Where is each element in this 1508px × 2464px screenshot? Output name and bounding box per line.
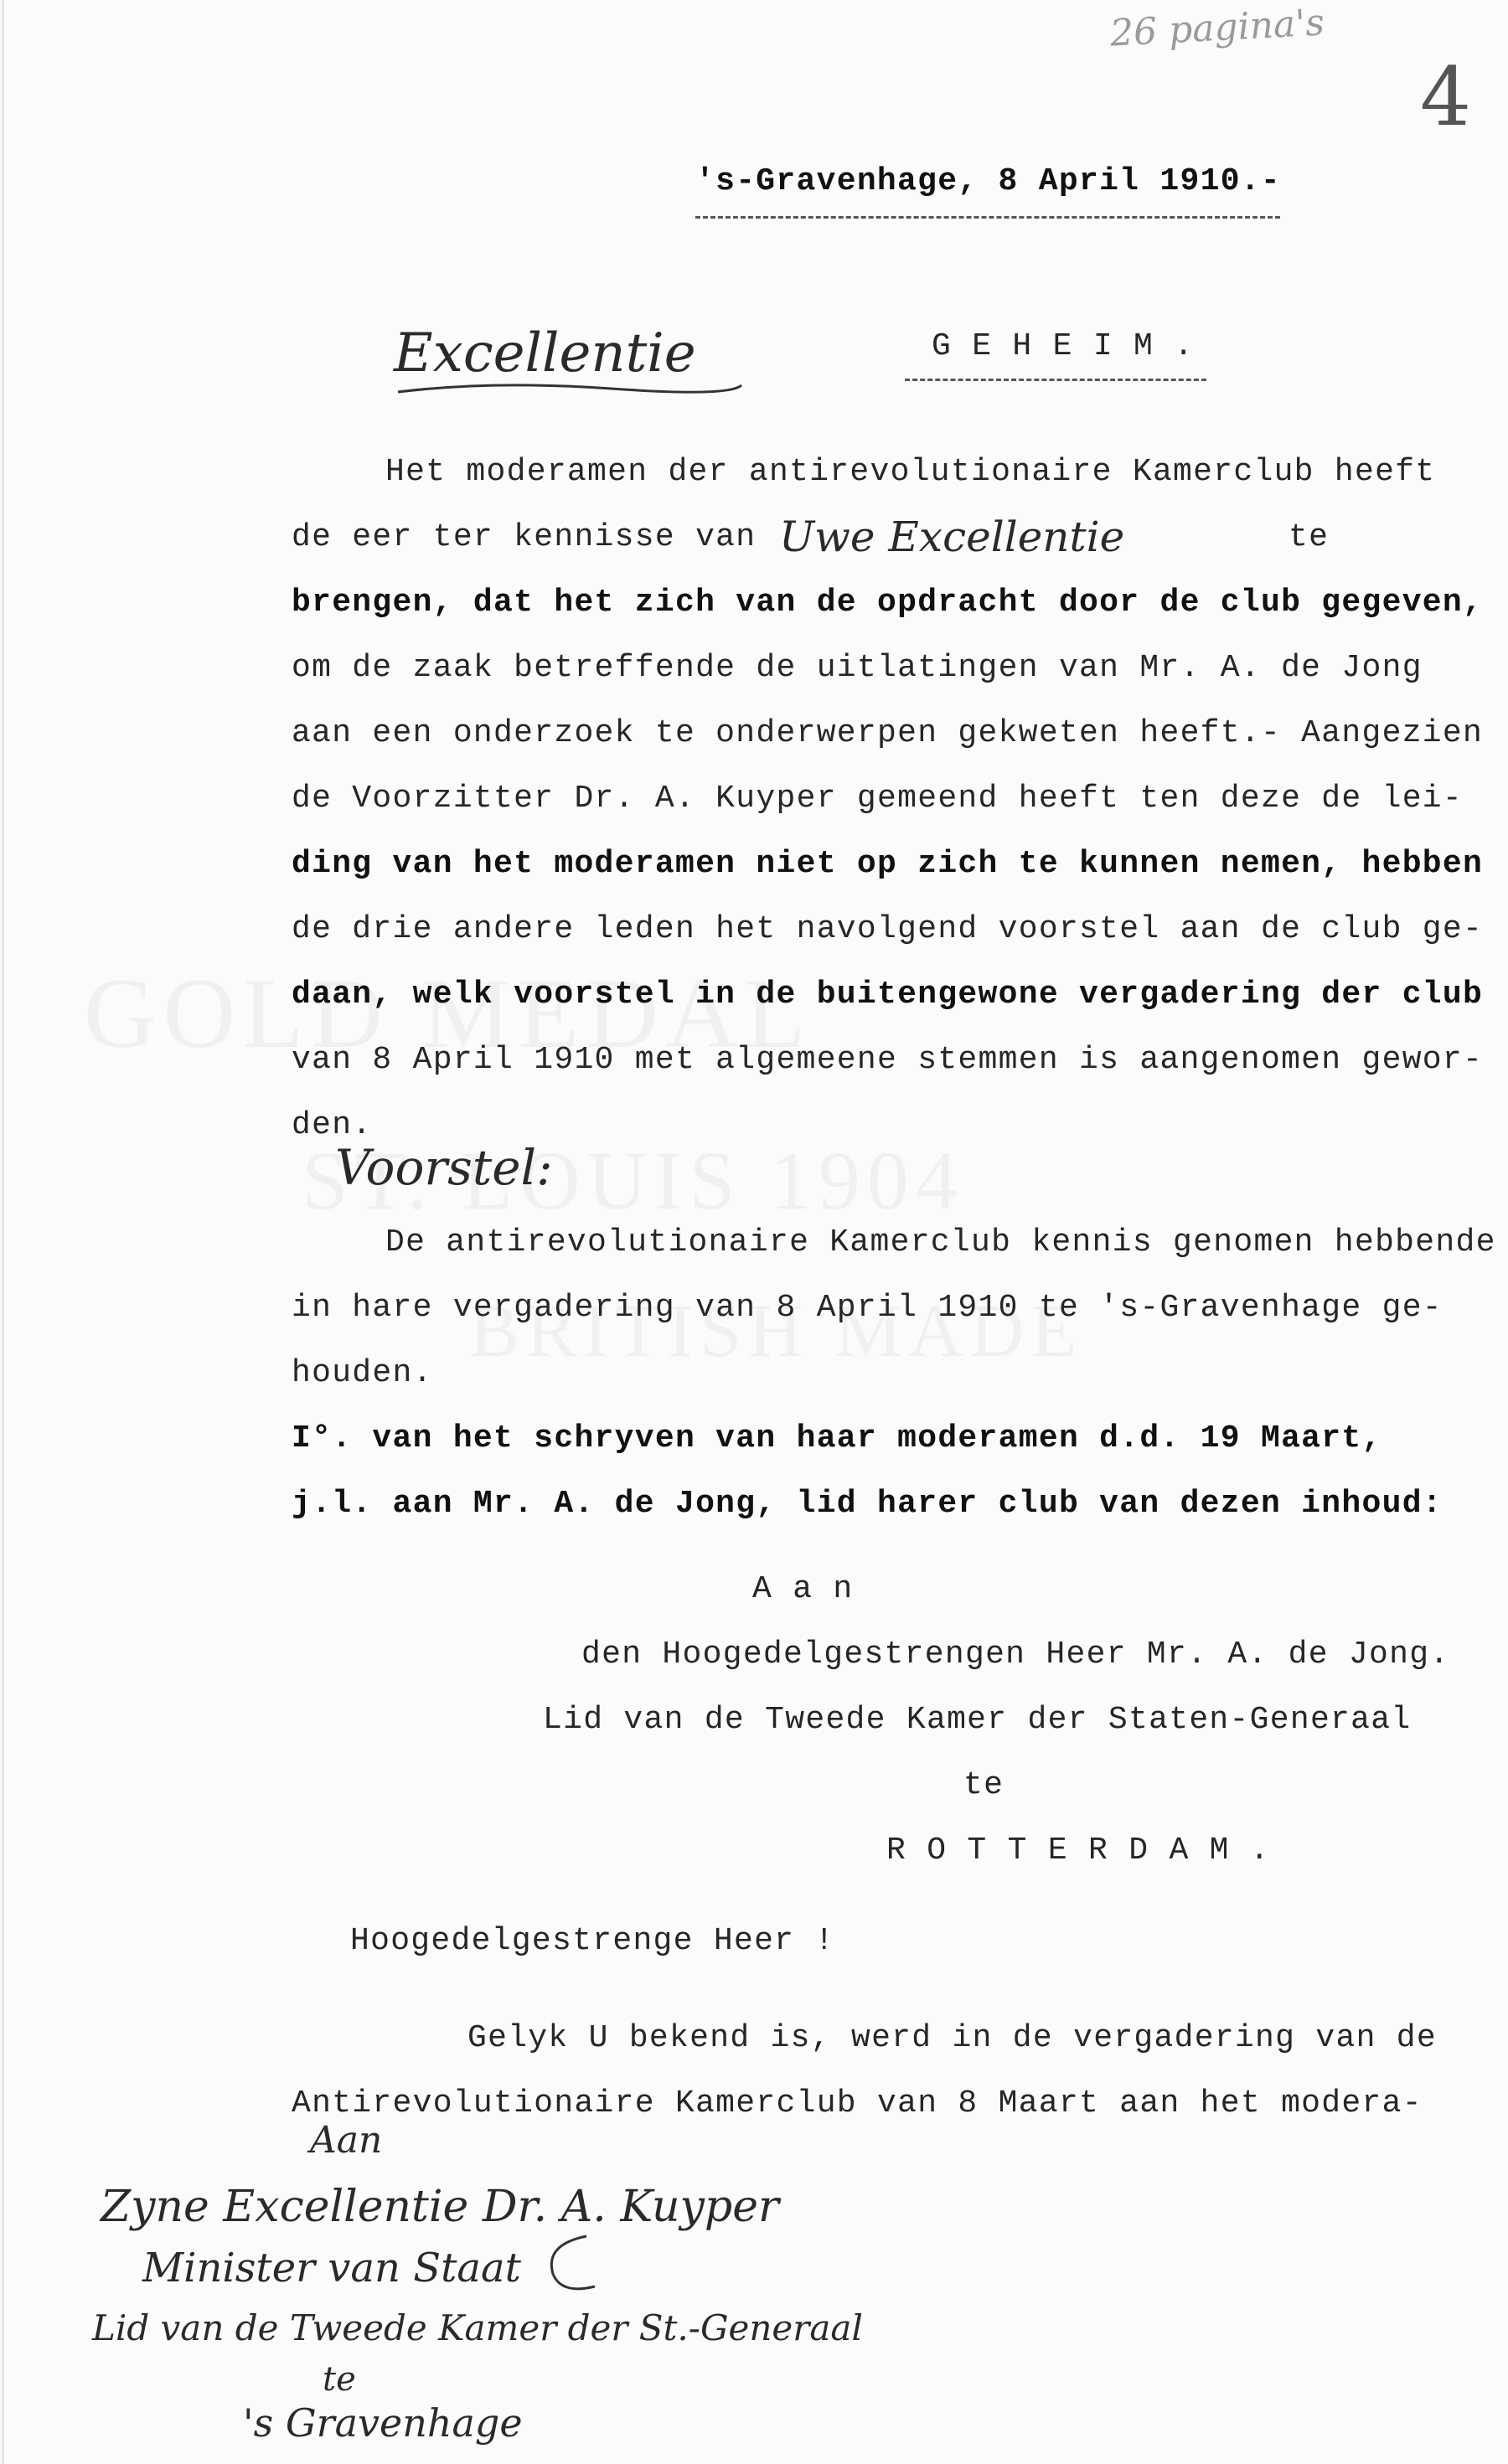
address-line: Lid van de Tweede Kamer der Staten-Generaal [543, 1702, 1412, 1738]
address-line: den Hoogedelgestrengen Heer Mr. A. de Jong. [581, 1637, 1450, 1673]
classification-label: G E H E I M . [932, 328, 1195, 364]
recipient-line: Aan [310, 2119, 383, 2162]
salutation-handwritten: Excellentie [394, 322, 696, 384]
salutation-underline-stroke [394, 377, 746, 402]
proposal-line: houden. [292, 1355, 433, 1391]
proposal-line: I°. van het schryven van haar moderamen d.d. 19 Maart, [292, 1420, 1382, 1456]
recipient-line: te [323, 2360, 356, 2399]
body-line: Gelyk U bekend is, werd in de vergadering van de [467, 2020, 1437, 2056]
inserted-handwritten: Uwe Excellentie [779, 513, 1125, 561]
address-line: R O T T E R D A M . [886, 1833, 1270, 1869]
intro-line: te [1289, 519, 1330, 555]
place-date: 's-Gravenhage, 8 April 1910.- [695, 163, 1282, 199]
recipient-line: Minister van Staat [142, 2245, 521, 2291]
paper-watermark [50, 946, 1307, 1449]
address-line: A a n [752, 1571, 854, 1607]
folio-number: 4 [1420, 50, 1472, 144]
body-line: Antirevolutionaire Kamerclub van 8 Maart aan het modera- [292, 2085, 1423, 2121]
intro-line: om de zaak betreffende de uitlatingen van Mr. A. de Jong [292, 650, 1423, 686]
proposal-line: in hare vergadering van 8 April 1910 te 's-Gravenhage ge- [292, 1290, 1443, 1326]
watermark-line [469, 1265, 1084, 1399]
recipient-line: Zyne Excellentie Dr. A. Kuyper [101, 2182, 779, 2232]
classification-underline [905, 379, 1206, 381]
date-underline [695, 216, 1280, 219]
intro-line: de drie andere leden het navolgend voorstel aan de club ge- [292, 911, 1484, 947]
intro-line: Het moderamen der antirevolutionaire Kamerclub heeft [385, 454, 1436, 490]
address-line: te [963, 1767, 1004, 1803]
intro-line: daan, welk voorstel in de buitengewone vergadering der club [292, 977, 1484, 1013]
intro-line: ding van het moderamen niet op zich te kunnen nemen, hebben [292, 846, 1484, 882]
recipient-flourish [536, 2228, 603, 2303]
intro-line: de Voorzitter Dr. A. Kuyper gemeend heeft ten deze de lei- [292, 781, 1464, 817]
recipient-line: Lid van de Tweede Kamer der St.-Generaal [92, 2307, 863, 2348]
pages-note: 26 pagina's [1108, 1, 1326, 55]
intro-line: van 8 April 1910 met algemeene stemmen is aangenomen gewor- [292, 1042, 1484, 1078]
greeting: Hoogedelgestrenge Heer ! [350, 1923, 835, 1959]
section-handwritten: Voorstel: [335, 1139, 553, 1196]
recipient-line: 's Gravenhage [243, 2400, 523, 2446]
proposal-line: De antirevolutionaire Kamerclub kennis genomen hebbende [385, 1224, 1496, 1260]
proposal-line: j.l. aan Mr. A. de Jong, lid harer club van dezen inhoud: [292, 1486, 1443, 1522]
intro-line: den. [292, 1107, 373, 1143]
intro-line: de eer ter kennisse van [292, 519, 757, 555]
intro-line: brengen, dat het zich van de opdracht door de club gegeven, [292, 585, 1484, 621]
intro-line: aan een onderzoek te onderwerpen gekweten heeft.- Aangezien [292, 715, 1484, 751]
